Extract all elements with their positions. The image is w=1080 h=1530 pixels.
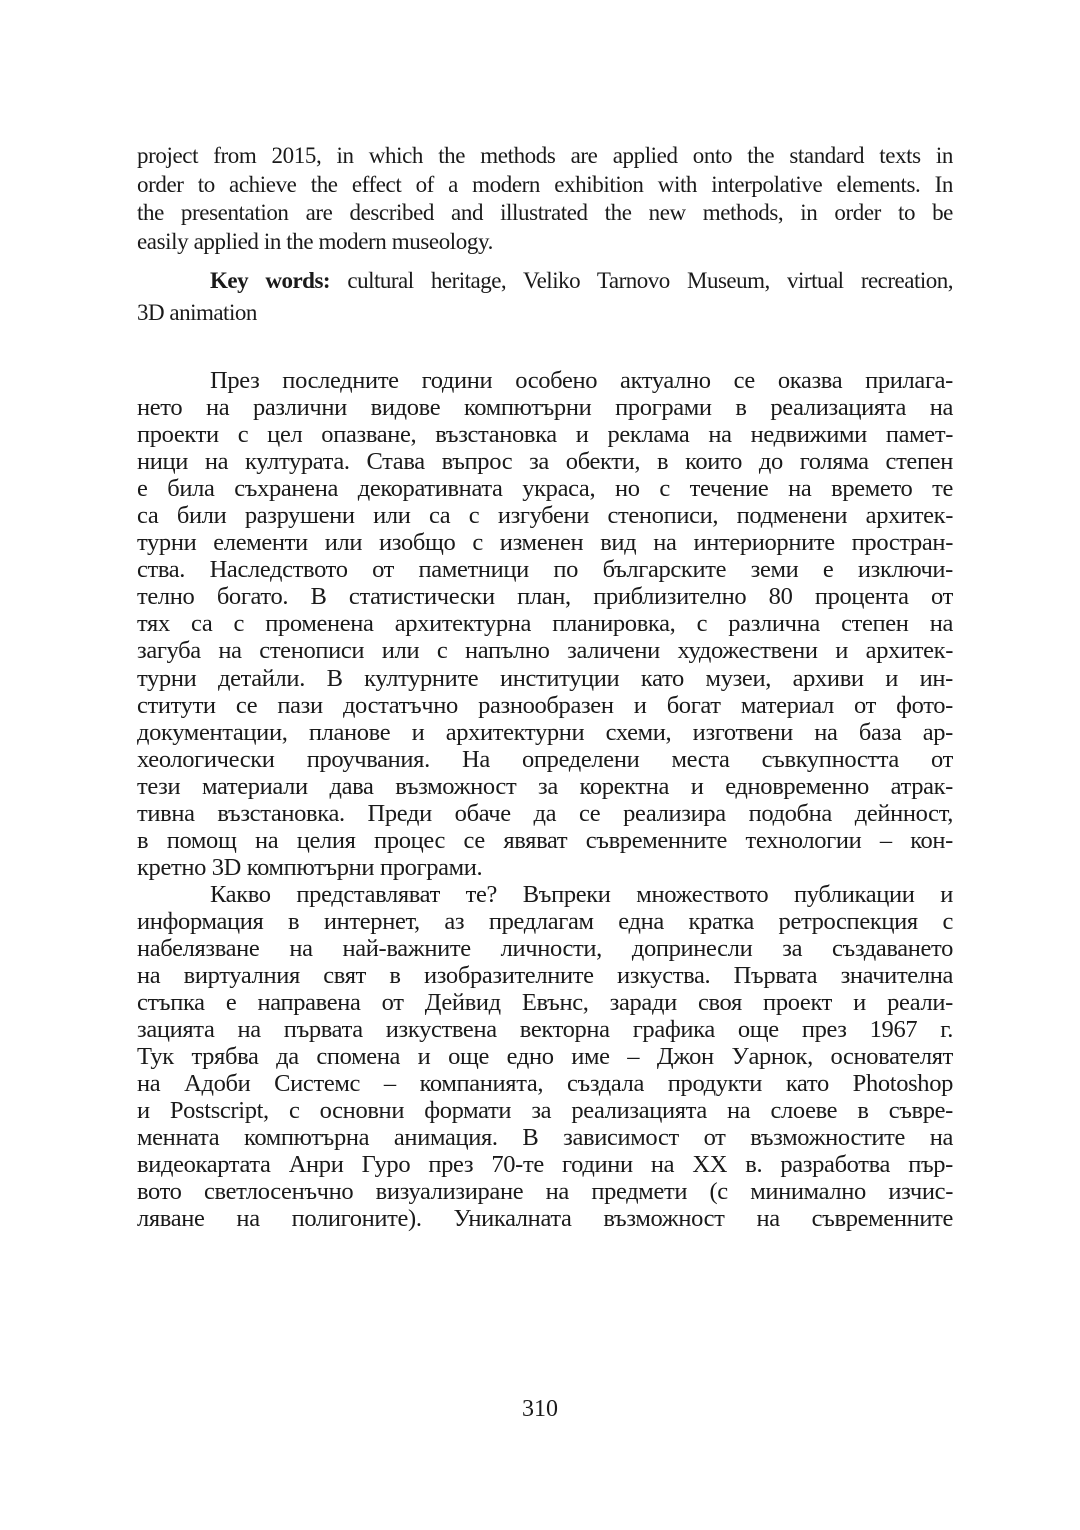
abstract-line: easily applied in the modern museology. [137, 228, 493, 254]
paragraph-line: набелязване на най-важните личности, допринесли за създаването [137, 934, 953, 962]
paragraph-line: Какво представляват те? Въпреки множеството публикации и [210, 880, 953, 908]
paragraph-line: ници на културата. Става въпрос за обекти, в които до голяма степен [137, 448, 953, 476]
paragraph-line: нето на различни видове компютърни програми в реализацията на [137, 394, 953, 422]
paragraph-line: През последните години особено актуално се оказва прилага- [210, 367, 953, 394]
page-number: 310 [522, 1396, 558, 1422]
paragraph-line: кретно 3D компютърни програми. [137, 853, 483, 881]
paragraph [137, 881, 953, 1233]
paragraph-line: тях са с променена архитектурна планировка, с различна степен на [137, 610, 953, 638]
paragraph-line: документации, планове и архитектурни схеми, изготвени на база ар- [137, 718, 953, 746]
keywords-line [137, 265, 953, 297]
paragraph-line: ститути се пази достатъчно разнообразен и богат материал от фото- [137, 691, 953, 719]
paragraph-line: и Postscript, с основни формати за реализацията на слоеве в съвре- [137, 1097, 953, 1125]
paragraph-line: вото светлосенъчно визуализиране на предмети (с минимално изчис- [137, 1178, 953, 1206]
paragraph-line: ляване на полигоните). Уникалната възможност на съвременните [137, 1205, 953, 1233]
paragraph-line: менната компютърна анимация. В зависимост от възможностите на [137, 1124, 953, 1152]
paragraph-line: хеологически проучвания. На определени места съвкупността от [137, 745, 953, 773]
abstract-line: order to achieve the effect of a modern exhibition with interpolative elements. In [137, 171, 953, 197]
paragraph-line: тези материали дава възможност за коректна и едновременно атрак- [137, 772, 953, 800]
body-text [137, 367, 953, 1233]
paragraph-line: на виртуалния свят в изобразителните изкуства. Първата значителна [137, 962, 953, 990]
paragraph-line: на Адоби Системс – компанията, създала продукти като Photoshop [137, 1070, 953, 1098]
keywords-section [137, 265, 953, 329]
paragraph-line: ства. Наследството от паметници по българските земи е изключи- [137, 556, 953, 584]
paragraph-line: информация в интернет, аз предлагам една кратка ретроспекция с [137, 907, 953, 935]
paragraph-line: турни детайли. В културните институции като музеи, архиви и ин- [137, 664, 953, 692]
paragraph-line: зацията на първата изкуствена векторна графика още през 1967 г. [137, 1016, 953, 1044]
paragraph [137, 367, 953, 881]
paragraph-line: са били разрушени или са с изгубени стенописи, подменени архитек- [137, 502, 953, 530]
paragraph-line: проекти с цел опазване, възстановка и реклама на недвижими памет- [137, 421, 953, 449]
keywords-list: cultural heritage, Veliko Tarnovo Museum, virtual recreation, [330, 268, 954, 293]
paragraph-line: видеокартата Анри Гуро през 70-те години на XX в. разработва пър- [137, 1151, 953, 1179]
paragraph-line: загуба на стенописи или с напълно заличени художествени и архитек- [137, 637, 953, 665]
paragraph-line: турни елементи или изобщо с изменен вид на интериорните простран- [137, 529, 953, 557]
keywords-line-2: 3D animation [137, 300, 257, 325]
abstract-line: project from 2015, in which the methods are applied onto the standard texts in [137, 143, 953, 168]
paragraph-line: телно богато. В статистически план, приблизително 80 процента от [137, 583, 953, 611]
paragraph-line: Тук трябва да спомена и още едно име – Джон Уарнок, основателят [137, 1043, 953, 1071]
keywords-label: Key words: [210, 268, 331, 293]
paragraph-line: стъпка е направена от Дейвид Евънс, заради своя проект и реали- [137, 989, 953, 1017]
abstract-line: the presentation are described and illustrated the new methods, in order to be [137, 200, 953, 225]
abstract-continuation [137, 142, 953, 256]
paragraph-line: е била съхранена декоративната украса, но с течение на времето те [137, 475, 953, 503]
paragraph-line: тивна възстановка. Преди обаче да се реализира подобна дейнност, [137, 799, 953, 827]
paragraph-line: в помощ на целия процес се явяват съвременните технологии – кон- [137, 826, 953, 854]
